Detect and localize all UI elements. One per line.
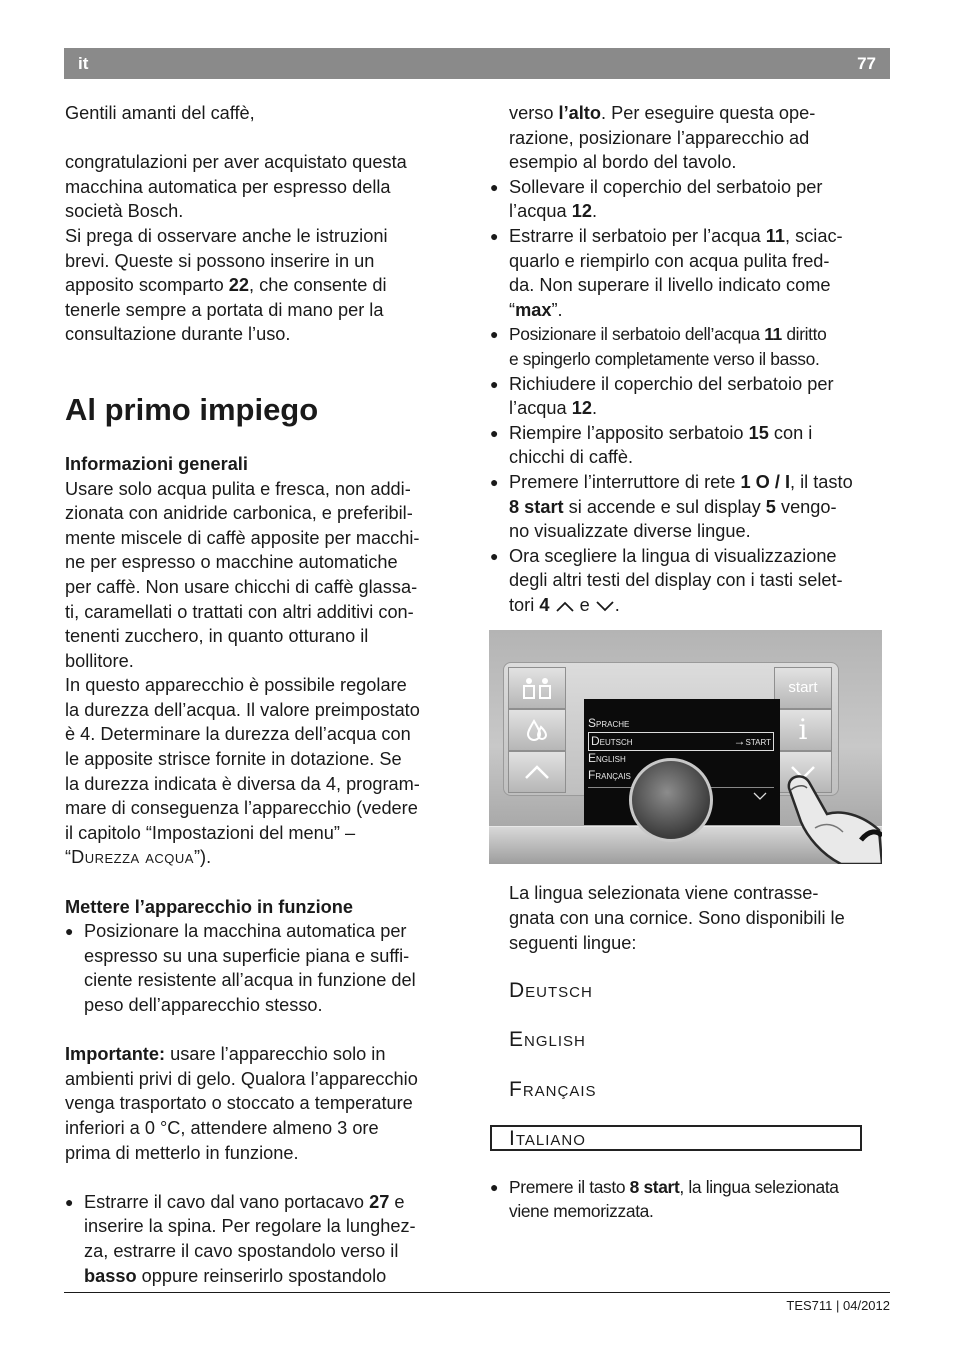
general-line: la durezza dell’acqua. Il valore preimpostato (65, 699, 420, 720)
intro-text: apposito scomparto (65, 275, 229, 296)
general-line: ti, caramellati o trattati con altri additivi con- (65, 601, 414, 622)
intro-line: società Bosch. (65, 201, 184, 222)
part-number: 4 (539, 594, 550, 615)
chevron-up-icon (555, 599, 575, 613)
chevron-down-icon (595, 599, 615, 613)
important-line: venga trasportato o stoccato a temperature (65, 1093, 413, 1114)
desc-line: gnata con una cornice. Sono disponibili le (509, 908, 845, 929)
bullet-text: vengo- (775, 496, 837, 517)
language-description (490, 881, 890, 955)
drops-icon (525, 717, 549, 743)
language-option: English (509, 1028, 586, 1052)
bullet-line: za, estrarre il cavo spostandolo verso il (84, 1240, 399, 1261)
bullet-text: , il tasto (790, 471, 853, 492)
continuation-paragraph (490, 101, 890, 175)
intro-line: macchina automatica per espresso della (65, 176, 391, 197)
display-illustration (489, 630, 882, 864)
bold-word: basso (84, 1265, 137, 1286)
bullet-line: quarlo e riempirlo con acqua pulita fred- (509, 250, 830, 271)
bullet-line: no visualizzate diverse lingue. (509, 521, 751, 542)
desc-line: La lingua selezionata viene contrasse- (509, 883, 819, 904)
bold-word: 1 O / I (740, 471, 791, 492)
bullet-line: ciente resistente all’acqua in funzione del (84, 970, 416, 991)
bullet-text: con i (768, 422, 813, 443)
chevron-down-icon (752, 791, 768, 801)
intro-line: brevi. Queste si possono inserire in un (65, 250, 375, 271)
important-line: ambienti privi di gelo. Qualora l’apparecchio (65, 1068, 418, 1089)
intro-line: tenerle sempre a portata di mano per la (65, 299, 384, 320)
bullet-text: “ (509, 299, 516, 320)
bullet-text: Premere il tasto (509, 1176, 630, 1197)
menu-reference: Durezza acqua (71, 847, 194, 868)
bullet-text: . (591, 201, 597, 222)
screen-option: Français (588, 768, 631, 783)
bullet-line: chicchi di caffè. (509, 447, 634, 468)
general-line: è 4. Determinare la durezza dell’acqua con (65, 724, 411, 745)
bullet-line (509, 224, 890, 249)
cont-line (509, 101, 890, 126)
bullet-line: degli altri testi del display con i tasti selet- (509, 570, 843, 591)
quote-close: ”). (193, 847, 212, 868)
rotary-knob (629, 758, 713, 842)
bullet-line: inserire la spina. Per regolare la lunghez- (84, 1216, 416, 1237)
bullet-text: tori (509, 594, 540, 615)
intro-paragraph (65, 150, 467, 347)
bullet-line: da. Non superare il livello indicato come (509, 275, 831, 296)
bullet-line: ● Richiudere il coperchio del serbatoio per (509, 373, 834, 394)
bullet-line: espresso su una superficie piana e suffi- (84, 945, 410, 966)
info-label: i (798, 713, 808, 747)
footer-rule (64, 1292, 890, 1293)
bullet-text: ”. (551, 299, 563, 320)
part-number: 22 (228, 275, 250, 296)
screen-selected-label: Deutsch (591, 734, 633, 749)
part-number: 5 (765, 496, 776, 517)
part-number: 11 (765, 225, 785, 246)
step-lift-lid (490, 175, 890, 224)
bullet-text: e (574, 594, 595, 615)
general-line: la durezza indicata è diversa da 4, program- (65, 773, 420, 794)
step-position-tank (490, 322, 890, 371)
important-note (65, 1042, 467, 1165)
part-number: 12 (571, 398, 592, 419)
coffee-button (508, 667, 566, 709)
bold-word: max (515, 299, 552, 320)
bold-word: l’alto (558, 103, 601, 123)
bold-word: 8 start (509, 496, 564, 517)
bullet-text: oppure reinserirlo spostandolo (136, 1265, 387, 1286)
language-option: Deutsch (509, 979, 593, 1003)
bullet-text: Estrarre il cavo dal vano portacavo (84, 1191, 370, 1212)
bullet-line (509, 199, 890, 224)
bullet-line: peso dell’apparecchio stesso. (84, 995, 323, 1015)
bullet-line (509, 1175, 890, 1200)
intro-line (65, 273, 467, 298)
bullet-text: si accende e sul display (563, 496, 766, 517)
cont-line: razione, posizionare l’apparecchio ad (509, 127, 810, 148)
step-power-on (490, 470, 890, 544)
desc-line: seguenti lingue: (509, 932, 637, 953)
general-info-title: Informazioni generali (65, 453, 248, 474)
cont-line: esempio al bordo del tavolo. (509, 152, 737, 173)
general-line: mare di conseguenza l’apparecchio (vedere (65, 798, 418, 819)
important-label: Importante: (65, 1044, 166, 1065)
bold-word: 8 start (629, 1176, 680, 1197)
info-button (774, 709, 832, 751)
bullet-line (509, 593, 890, 618)
general-line: tenenti zucchero, in quanto otturano il (65, 626, 369, 647)
general-line: In questo apparecchio è possibile regolare (65, 675, 407, 696)
bullet-text: Posizionare il serbatoio dell’acqua (509, 324, 765, 345)
bullet-text: diritto (781, 324, 827, 345)
intro-line: Si prega di osservare anche le istruzioni (65, 225, 388, 246)
bullet-line (509, 396, 890, 421)
right-column (490, 101, 890, 1224)
bullet-line: ● Posizionare la macchina automatica per (84, 921, 407, 942)
important-line: inferiori a 0 °C, attendere almeno 3 ore (65, 1117, 379, 1138)
bullet-text: , la lingua selezionata (679, 1176, 839, 1197)
bullet-line (84, 1190, 467, 1215)
general-line: il capitolo “Impostazioni del menu” – (65, 822, 356, 843)
footer-doc-code: TES711 | 04/2012 (786, 1298, 890, 1313)
general-line: per caffè. Non usare chicchi di caffè glassa- (65, 576, 418, 597)
bullet-text: , sciac- (785, 225, 843, 246)
bullet-text: l’acqua (509, 201, 572, 222)
general-info-paragraph (65, 477, 467, 871)
bullet-line (509, 322, 890, 347)
step-confirm-language (490, 1175, 890, 1224)
language-list (490, 966, 890, 1114)
language-code: it (78, 54, 89, 73)
general-line (65, 845, 467, 870)
greeting: Gentili amanti del caffè, (65, 103, 255, 123)
bullet-text: . (591, 398, 597, 419)
bullet-line (509, 495, 890, 520)
bullet-text: Estrarre il serbatoio per l’acqua (509, 225, 766, 246)
page-number: 77 (857, 54, 876, 73)
intro-line: consultazione durante l’uso. (65, 324, 291, 345)
step-fill-beans (490, 421, 890, 470)
step-fill-tank (490, 224, 890, 322)
screen-option: English (588, 751, 626, 766)
intro-line: congratulazioni per aver acquistato questa (65, 152, 407, 173)
bullet-line: e spingerlo completamente verso il basso. (509, 348, 820, 369)
screen-title: Sprache (588, 716, 630, 731)
general-line: mente miscele di caffè apposite per macchi- (65, 527, 420, 548)
part-number: 15 (748, 422, 769, 443)
general-line: Usare solo acqua pulita e fresca, non addi- (65, 478, 411, 499)
people-icon (520, 676, 554, 700)
bullet-line (509, 470, 890, 495)
language-option-selected: Italiano (490, 1125, 862, 1151)
part-number: 27 (369, 1191, 390, 1212)
bullet-text: e (389, 1191, 405, 1212)
header-bar (64, 48, 890, 79)
bullet-line: viene memorizzata. (509, 1201, 654, 1222)
important-text: usare l’apparecchio solo in (165, 1044, 386, 1065)
bullet-line: ● Ora scegliere la lingua di visualizzazione (509, 545, 837, 566)
step-select-language (490, 544, 890, 618)
left-column (65, 101, 467, 1288)
up-button (508, 751, 566, 793)
bullet-text: Riempire l’apposito serbatoio (509, 422, 749, 443)
section-heading: Al primo impiego (65, 391, 319, 427)
chevron-up-icon (523, 764, 551, 780)
quote-open: “ (65, 847, 72, 868)
important-line (65, 1042, 467, 1067)
general-line: ne per espresso o macchine automatiche (65, 552, 398, 573)
bullet-line (509, 298, 890, 323)
general-line: bollitore. (65, 650, 134, 671)
bullet-line: ● Sollevare il coperchio del serbatoio per (509, 176, 823, 197)
part-number: 12 (571, 201, 592, 222)
cont-text: . Per eseguire questa ope- (600, 103, 816, 123)
screen-selected-row (588, 732, 774, 751)
water-button (508, 709, 566, 751)
general-line: le apposite strisce fornite in dotazione. Se (65, 749, 402, 770)
start-button (774, 667, 832, 709)
step-close-lid (490, 372, 890, 421)
bullet-line (509, 421, 890, 446)
bullet-text: . (614, 594, 620, 615)
setup-title: Mettere l’apparecchio in funzione (65, 896, 354, 917)
language-option: Français (509, 1077, 597, 1101)
general-line: zionata con anidride carbonica, e preferibil- (65, 503, 413, 524)
finger-icon (781, 770, 882, 864)
bullet-text: l’acqua (509, 398, 572, 419)
bullet-text: Premere l’interruttore di rete (509, 471, 741, 492)
part-number: 11 (764, 324, 782, 345)
setup-bullet (65, 919, 467, 1017)
intro-text: , che consente di (249, 275, 387, 296)
screen-action-label: →start (733, 734, 771, 749)
bullet-line (84, 1264, 467, 1289)
cable-bullet (65, 1190, 467, 1288)
start-label: start (788, 679, 818, 697)
important-line: prima di metterlo in funzione. (65, 1142, 299, 1163)
cont-text: verso (509, 103, 559, 123)
